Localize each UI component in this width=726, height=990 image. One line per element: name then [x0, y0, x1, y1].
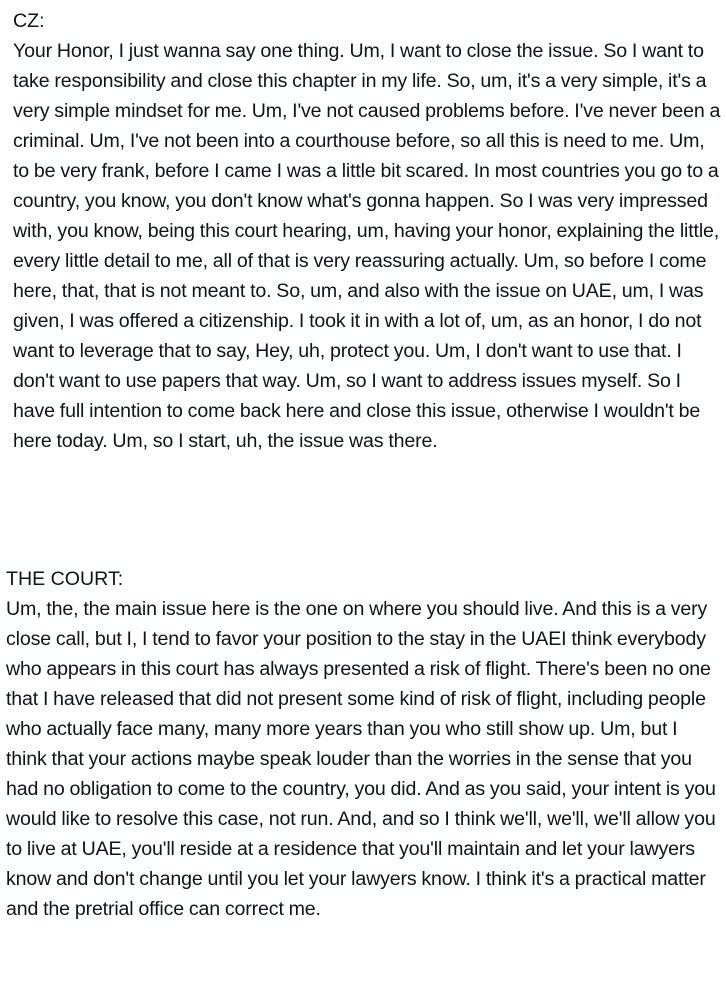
cz-statement-block [13, 6, 721, 456]
court-statement-block [6, 564, 722, 924]
court-speaker-label: THE COURT: [6, 568, 124, 590]
court-statement-text: Um, the, the main issue here is the one on where you should live. And this is a very close call, but I, I tend to favor your position to the stay in the UAEI think everybody who appears in this court has always presented a risk of flight. There's been no one that I have released that did not present some kind of risk of flight, including people who actually face many, many more years than you who still show up. Um, but I think that your actions maybe speak louder than the worries in the sense that you had no obligation to come to the country, you did. And as you said, your intent is you would like to resolve this case, not run. And, and so I think we'll, we'll, we'll allow you to live at UAE, you'll reside at a residence that you'll maintain and let your lawyers know and don't change until you let your lawyers know. I think it's a practical matter and the pretrial office can correct me. [6, 598, 716, 920]
cz-statement-text: Your Honor, I just wanna say one thing. Um, I want to close the issue. So I want to take responsibility and close this chapter in my life. So, um, it's a very simple, it's a very simple mindset for me. Um, I've not caused problems before. I've never been a criminal. Um, I've not been into a courthouse before, so all this is need to me. Um, to be very frank, before I came I was a little bit scared. In most countries you go to a country, you know, you don't know what's gonna happen. So I was very impressed with, you know, being this court hearing, um, having your honor, explaining the little, every little detail to me, all of that is very reassuring actually. Um, so before I come here, that, that is not meant to. So, um, and also with the issue on UAE, um, I was given, I was offered a citizenship. I took it in with a lot of, um, as an honor, I do not want to leverage that to say, Hey, uh, protect you. Um, I don't want to use that. I don't want to use papers that way. Um, so I want to address issues myself. So I have full intention to come back here and close this issue, otherwise I wouldn't be here today. Um, so I start, uh, the issue was there. [13, 40, 721, 452]
cz-speaker-label: CZ: [13, 10, 45, 32]
